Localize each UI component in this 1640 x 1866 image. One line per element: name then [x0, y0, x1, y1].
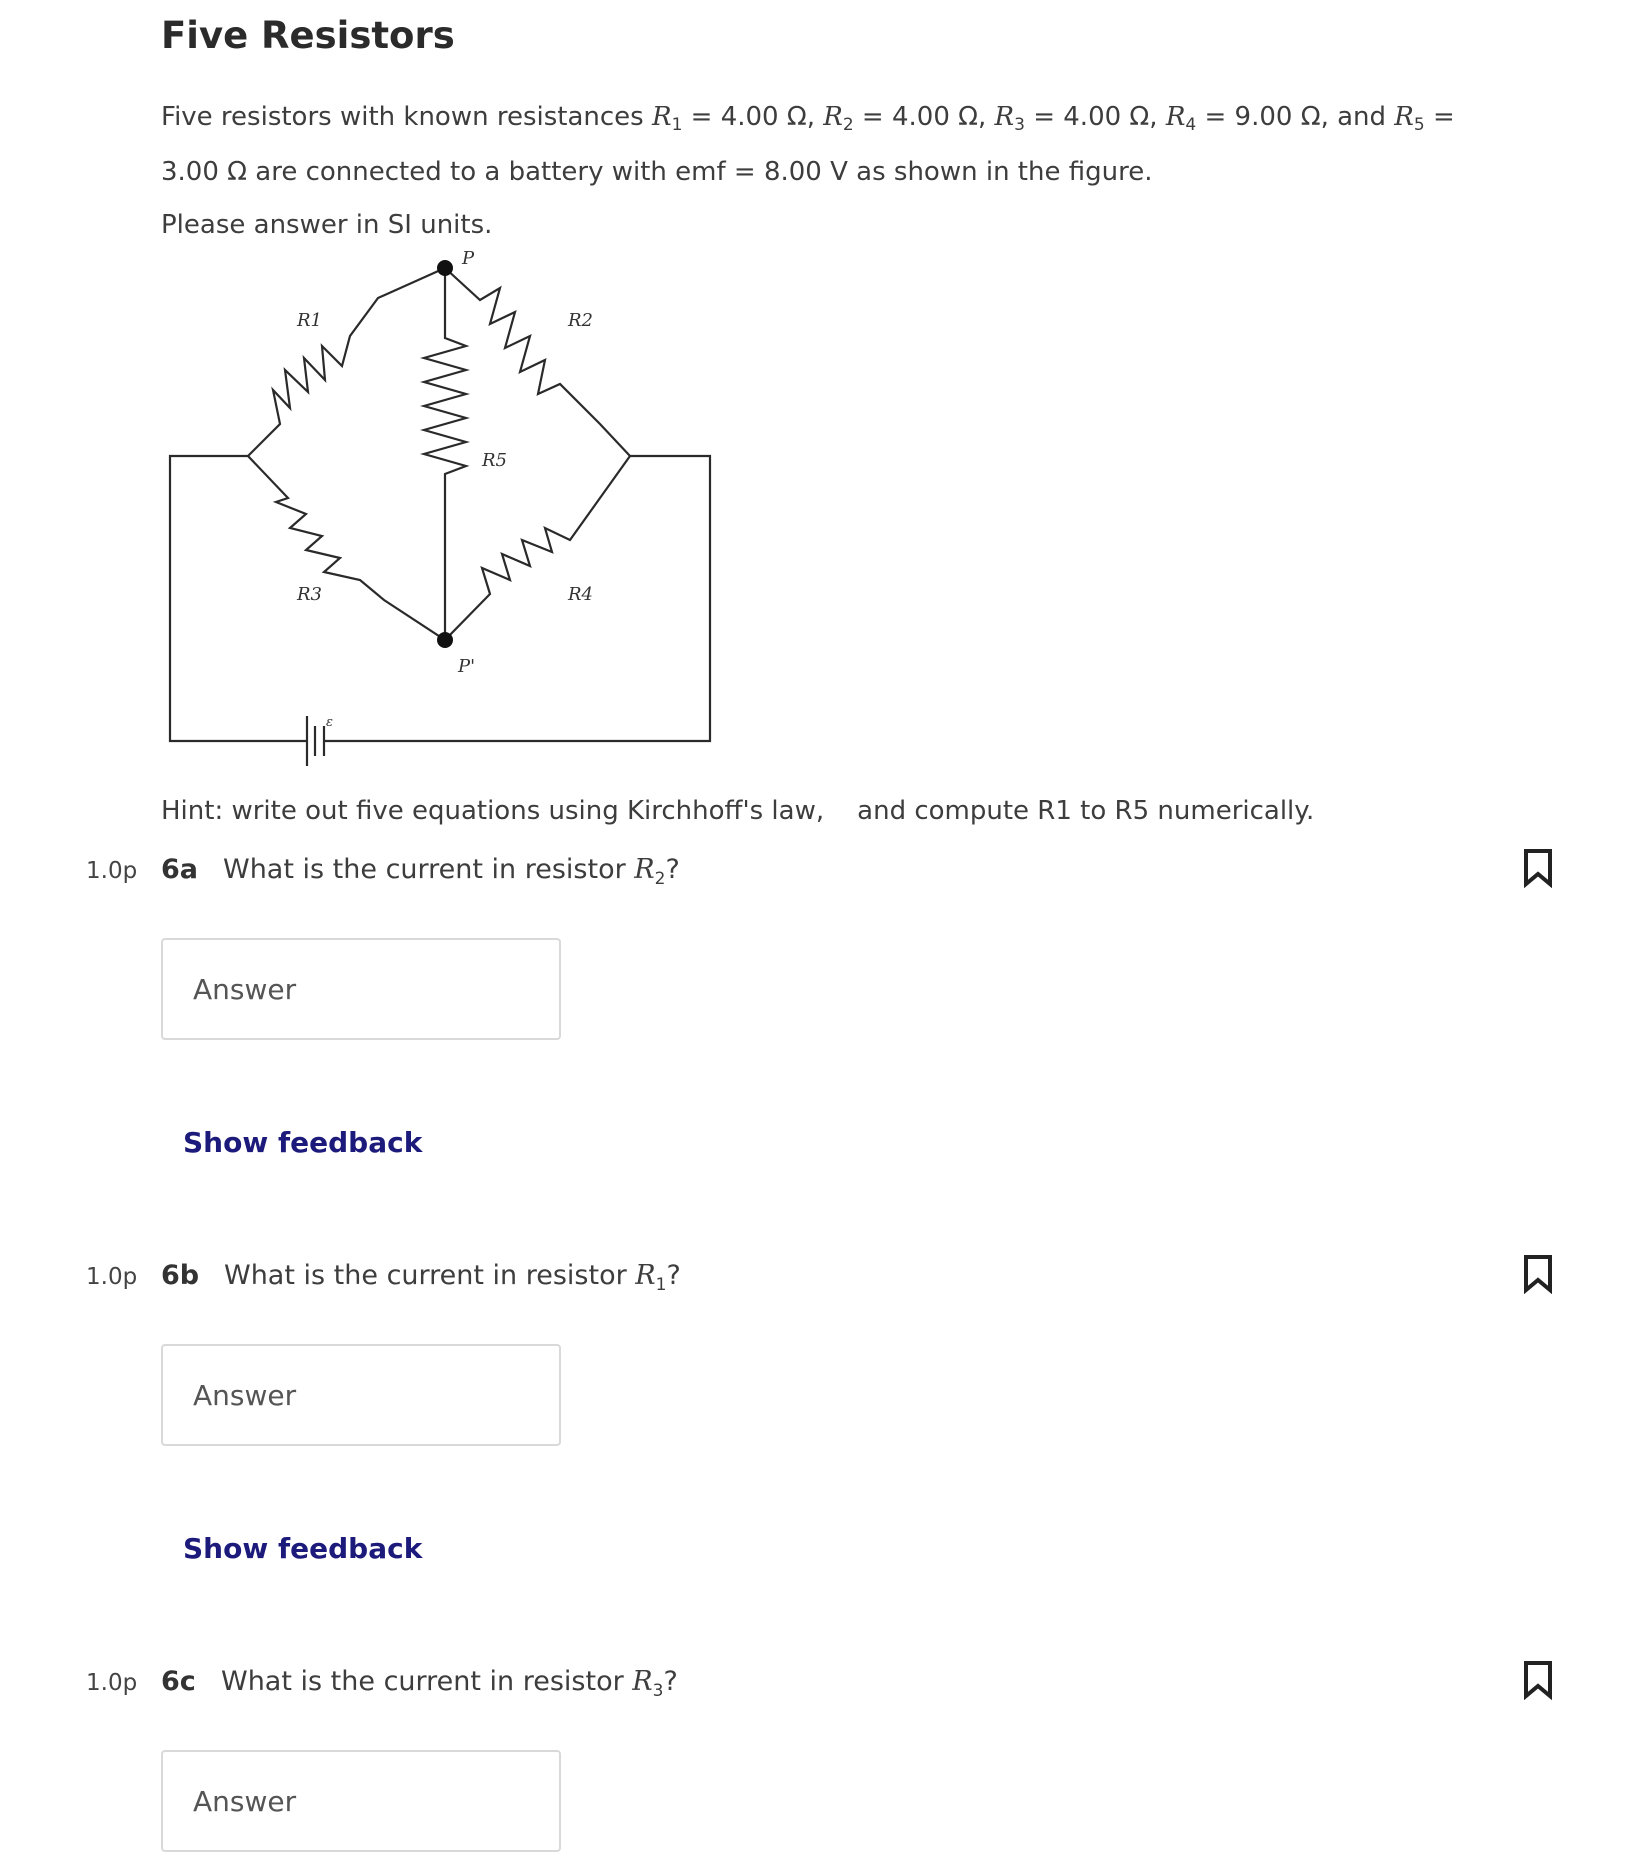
- answer-input[interactable]: [163, 1752, 553, 1850]
- node-p-prime: [437, 632, 453, 648]
- answer-input[interactable]: [163, 940, 553, 1038]
- question-points: 1.0p: [86, 858, 138, 884]
- answer-field-6a[interactable]: [161, 938, 561, 1040]
- bookmark-icon[interactable]: [1521, 1660, 1555, 1700]
- label-r4: R4: [568, 584, 594, 605]
- resistor-r2: [445, 268, 630, 456]
- bookmark-icon[interactable]: [1521, 1254, 1555, 1294]
- label-p-prime: P': [458, 656, 476, 677]
- outer-wire: [170, 456, 710, 741]
- label-r3: R3: [297, 584, 323, 605]
- question-text: What is the current in resistor $R_3$?: [221, 1666, 678, 1701]
- answer-field-6c[interactable]: [161, 1750, 561, 1852]
- question-text: What is the current in resistor $R_2$?: [223, 854, 680, 889]
- question-number: 6c: [161, 1666, 196, 1697]
- answer-field-6b[interactable]: [161, 1344, 561, 1446]
- label-r5: R5: [482, 450, 508, 471]
- battery-symbol: [307, 716, 324, 766]
- question-points: 1.0p: [86, 1670, 138, 1696]
- resistor-r4: [445, 456, 630, 640]
- question-number: 6b: [161, 1260, 200, 1291]
- label-r1: R1: [297, 310, 323, 331]
- bookmark-icon[interactable]: [1521, 848, 1555, 888]
- label-p: P: [462, 248, 475, 269]
- question-6c: [0, 1660, 1640, 1710]
- node-p: [437, 260, 453, 276]
- show-feedback-link-6a[interactable]: Show feedback: [183, 1126, 423, 1159]
- answer-input[interactable]: [163, 1346, 553, 1444]
- hint-text: Hint: write out five equations using Kirchhoff's law, and compute R1 to R5 numerically.: [161, 796, 1315, 826]
- show-feedback-link-6b[interactable]: Show feedback: [183, 1532, 423, 1565]
- units-note: Please answer in SI units.: [161, 210, 493, 240]
- page-title: Five Resistors: [161, 14, 455, 57]
- resistor-r1: [248, 268, 445, 456]
- circuit-diagram: [160, 248, 720, 788]
- resistor-r3: [248, 456, 445, 640]
- question-points: 1.0p: [86, 1264, 138, 1290]
- label-r2: R2: [568, 310, 594, 331]
- problem-description: Five resistors with known resistances $R_1 = 4.00$ Ω, $R_2 = 4.00$ Ω, $R_3 = 4.00$ Ω, $R_4 = 9.00$ Ω, and $R_5 = 3.00$ Ω are connected to a battery with emf = 8.00 V as shown in the figure.: [161, 102, 1455, 187]
- question-6b: [0, 1254, 1640, 1304]
- question-6a: [0, 848, 1640, 898]
- resistor-r5: [424, 268, 466, 640]
- label-emf: ε: [326, 715, 333, 730]
- question-text: What is the current in resistor $R_1$?: [224, 1260, 681, 1295]
- question-number: 6a: [161, 854, 199, 885]
